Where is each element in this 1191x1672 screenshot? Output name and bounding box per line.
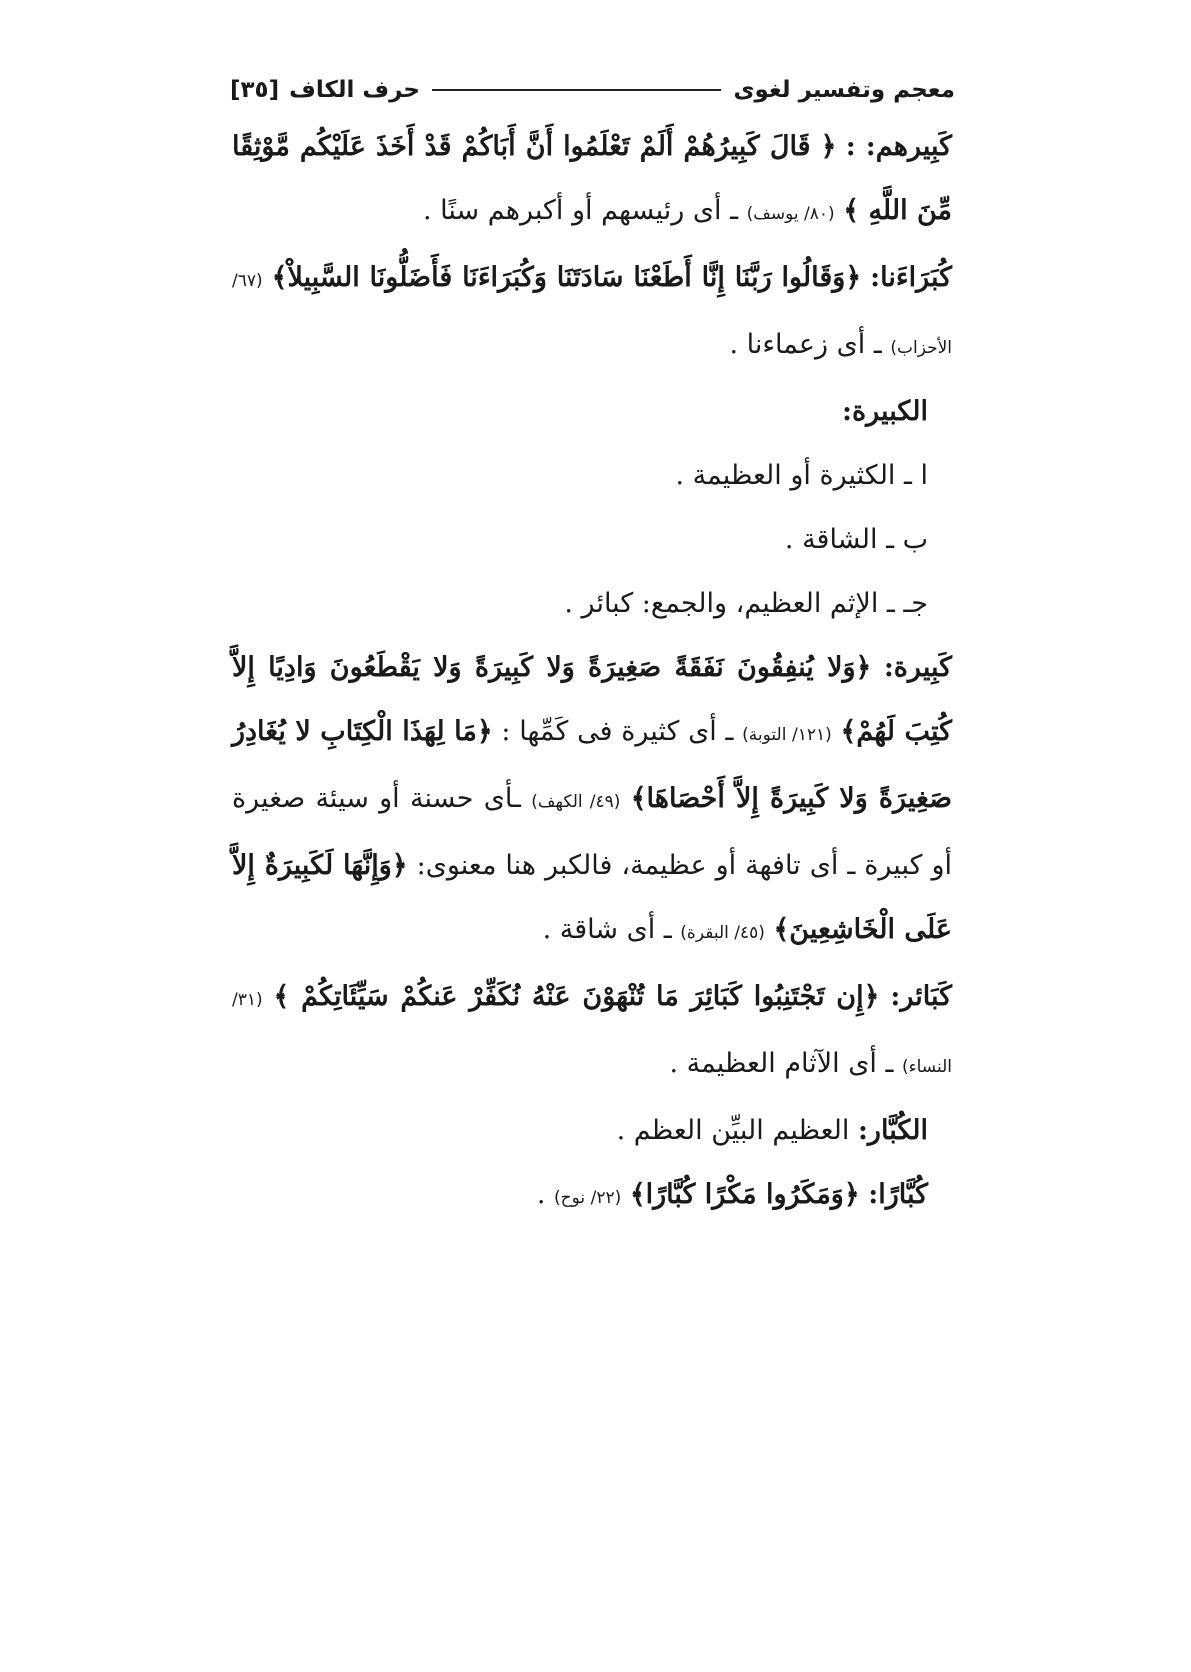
entry-end: .: [536, 1179, 546, 1210]
quran-verse: ﴿مَا لِهَذَا الْكِتَابِ لا يُغَادِرُ صَغِيرَةً وَلا كَبِيرَةً إِلاَّ أَحْصَاهَا﴾: [232, 716, 952, 814]
kabira-item-3: جـ ـ الإثم العظيم، والجمع: كبائر .: [564, 588, 928, 619]
kabira-item-2: ب ـ الشاقة .: [784, 524, 928, 555]
entry-term: كَبِيرة:: [883, 652, 952, 683]
entry-term: كُبَّارًا:: [868, 1179, 928, 1210]
entry-gloss: ـ أى زعماءنا .: [729, 329, 882, 360]
entry-kabira: [232, 636, 952, 965]
section-title: حرف الكاف: [289, 77, 420, 103]
quran-verse: ﴿ قَالَ كَبِيرُهُمْ أَلَمْ تَعْلَمُوا أَنَّ أَبَاكُمْ قَدْ أَخَذَ عَلَيْكُم مَّوْثِقًا مِّنَ اللَّهِ ﴾: [232, 131, 952, 226]
page-number: [٣٥]: [230, 77, 280, 103]
quran-verse: ﴿وَلا يُنفِقُونَ نَفَقَةً صَغِيرَةً وَلا كَبِيرَةً وَلا يَقْطَعُونَ وَادِيًا إِلاَّ كُتِبَ لَهُمْ﴾: [232, 652, 953, 747]
entry-kubbar: [232, 1099, 952, 1163]
verse-reference: (٦٧/ الأحزاب): [232, 271, 952, 358]
kabira-heading: الكبيرة:: [842, 396, 928, 427]
verse-reference: (٤٩/ الكهف): [531, 792, 621, 812]
page-body: [232, 115, 952, 1230]
entry-kubbaran: [232, 1163, 952, 1230]
page-header: [230, 72, 955, 108]
entry-gloss: العظيم البيِّن العظم .: [616, 1115, 850, 1146]
kabira-item-1: ا ـ الكثيرة أو العظيمة .: [675, 460, 928, 491]
entry-term: كَبِيرهم: :: [845, 131, 952, 162]
header-rule: [432, 89, 721, 91]
entry-gloss: ـ أى شاقة .: [542, 914, 672, 945]
entry-gloss: ـ أى كثيرة فى كَمِّها :: [501, 716, 734, 747]
entry-gloss: ـ أى رئيسهم أو أكبرهم سنًا .: [423, 195, 738, 226]
verse-reference: (٨٠/ يوسف): [746, 204, 835, 224]
quran-verse: ﴿وَإِنَّهَا لَكَبِيرَةٌ إِلاَّ عَلَى الْخَاشِعِينَ﴾: [232, 850, 952, 945]
entry-term: كَبَائر:: [890, 981, 952, 1012]
entry-gloss: ـ أى الآثام العظيمة .: [669, 1048, 894, 1079]
verse-reference: (٣١/ النساء): [232, 990, 952, 1077]
verse-reference: (٢٢/ نوح): [554, 1188, 622, 1208]
entry-term: الكُبَّار:: [857, 1115, 928, 1146]
entry-kubaraana: [232, 246, 952, 380]
entry-term: كُبَرَاءَنا:: [870, 262, 952, 293]
entry-kabirahum: [232, 115, 952, 246]
quran-verse: ﴿إِن تَجْتَنِبُوا كَبَائِرَ مَا تُنْهَوْنَ عَنْهُ نُكَفِّرْ عَنكُمْ سَيِّئَاتِكُمْ ﴾: [273, 981, 880, 1012]
verse-reference: (١٢١/ التوبة): [742, 725, 832, 745]
entry-kabair: [232, 965, 952, 1099]
book-title: معجم وتفسير لغوى: [733, 77, 955, 103]
quran-verse: ﴿وَقَالُوا رَبَّنَا إِنَّا أَطَعْنَا سَادَتَنَا وَكُبَرَاءَنَا فَأَضَلُّونَا السَّبِيلاْ﴾: [271, 262, 862, 293]
verse-reference: (٤٥/ البقرة): [680, 923, 765, 943]
entry-gloss: ـأى حسنة أو سيئة صغيرة أو كبيرة ـ أى تافهة أو عظيمة، فالكبر هنا معنوى:: [232, 783, 952, 881]
quran-verse: ﴿وَمَكَرُوا مَكْرًا كُبَّارًا﴾: [629, 1179, 860, 1210]
